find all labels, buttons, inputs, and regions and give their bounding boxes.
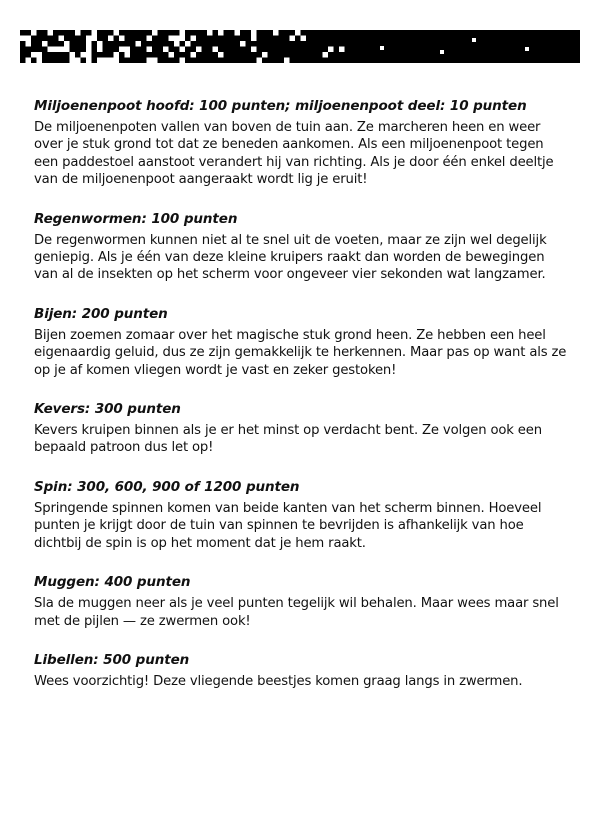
entry-body: Bijen zoemen zomaar over het magische stuk grond heen. Ze hebben een heel eigenaardig geluid, dus ze zijn gemakkelijk te herkennen. Maar pas op want als ze op je af komen vliegen wordt je vast en zeker gestoken! [34,327,567,378]
entry-body: De regenwormen kunnen niet al te snel uit de voeten, maar ze zijn wel degelijk geniepig. Als je één van deze kleine kruipers raakt dan worden de bewegingen van al de insekten op het scherm voor ongeveer vier sekonden wat langzamer. [34,232,547,283]
entry-body: Sla de muggen neer als je veel punten tegelijk wil behalen. Maar wees maar snel met de pijlen — ze zwermen ook! [34,596,559,629]
entry-title: Muggen: 400 punten [34,574,191,591]
entry-kevers [34,400,570,457]
entry-miljoenenpoot [34,97,570,189]
entry-body: De miljoenenpoten vallen van boven de tuin aan. Ze marcheren heen en weer over je stuk grond tot dat ze beneden aankomen. Als een miljoenenpoot tegen een paddestoel aanstoot verandert hij van richting. Als je door één enkel deeltje van de miljoenenpoot aangeraakt wordt lig je eruit! [34,120,554,188]
entry-title: Miljoenenpoot hoofd: 100 punten; miljoenenpoot deel: 10 punten [34,98,527,114]
entry-title: Spin: 300, 600, 900 of 1200 punten [34,478,300,495]
entry-title: Libellen: 500 punten [34,651,190,668]
pixel-pattern-graphic [20,30,580,63]
entry-muggen [34,573,570,630]
entry-spin [34,478,570,552]
entry-title: Regenwormen: 100 punten [34,210,238,227]
entry-libellen [34,651,570,690]
header-pixel-band [20,30,580,63]
scoring-list [34,97,570,711]
entry-body: Kevers kruipen binnen als je er het minst op verdacht bent. Ze volgen ook een bepaald patroon dus let op! [34,423,542,456]
entry-bijen [34,305,570,379]
entry-title: Bijen: 200 punten [34,305,168,322]
entry-body: Springende spinnen komen van beide kanten van het scherm binnen. Hoeveel punten je krijgt door de tuin van spinnen te bevrijden is afhankelijk van hoe dichtbij de spin is op het moment dat je hem raakt. [34,500,542,551]
entry-regenwormen [34,210,570,284]
entry-body: Wees voorzichtig! Deze vliegende beestjes komen graag langs in zwermen. [34,673,523,689]
entry-title: Kevers: 300 punten [34,401,181,418]
